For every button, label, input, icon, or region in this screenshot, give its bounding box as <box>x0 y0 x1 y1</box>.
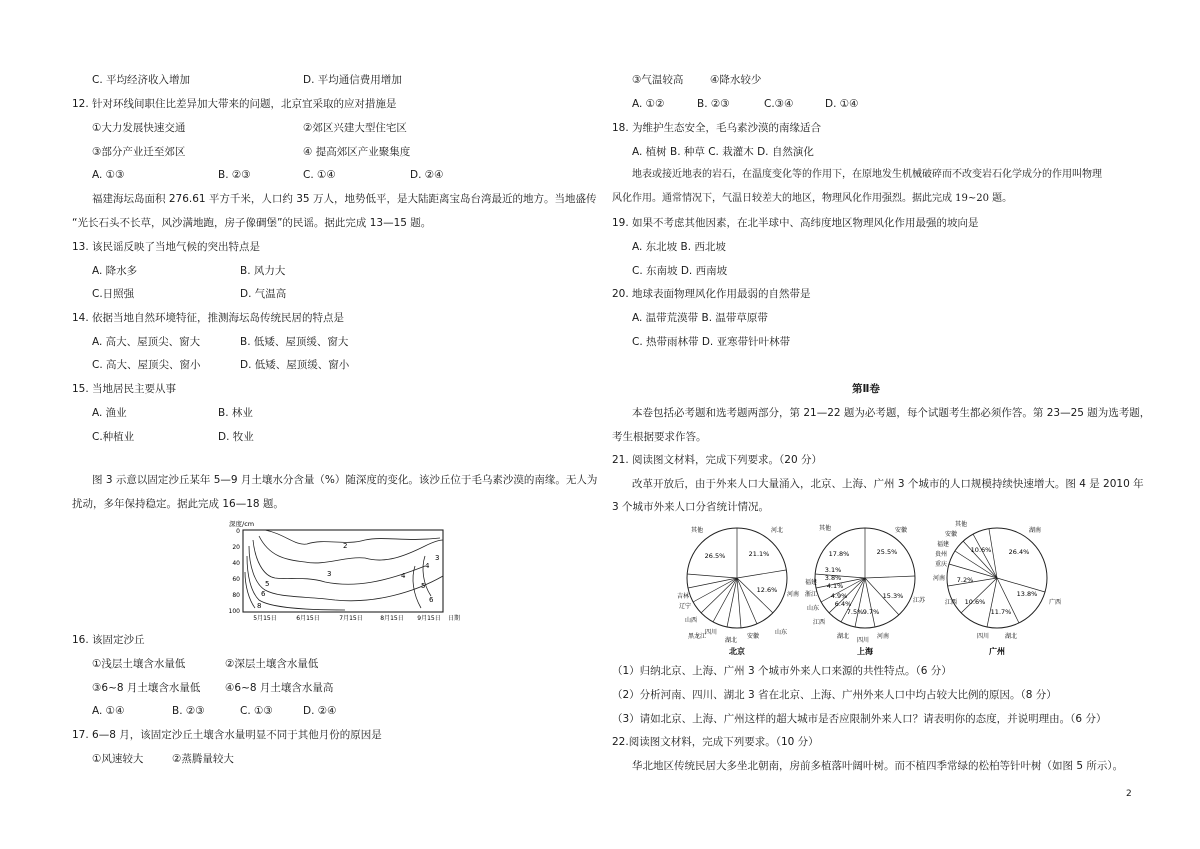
svg-text:2: 2 <box>343 542 348 550</box>
svg-text:21.1%: 21.1% <box>748 550 770 558</box>
svg-text:7.2%: 7.2% <box>956 576 974 584</box>
q17-item-2: ②蒸腾量较大 <box>172 753 234 765</box>
q14-option-a: A. 高大、屋顶尖、窗大 <box>92 336 201 348</box>
svg-text:河南: 河南 <box>876 633 890 640</box>
q12-option-a: A. ①③ <box>92 169 125 181</box>
q15-stem: 15. 当地居民主要从事 <box>72 383 177 395</box>
q12-item-4: ④ 提高郊区产业聚集度 <box>303 146 411 158</box>
svg-text:3: 3 <box>435 554 440 562</box>
svg-text:湖南: 湖南 <box>1028 527 1042 534</box>
pie-shanghai <box>805 524 926 644</box>
svg-text:重庆: 重庆 <box>934 561 948 568</box>
q13-option-a: A. 降水多 <box>92 265 138 277</box>
pie-beijing <box>677 526 799 644</box>
q12-item-2: ②郊区兴建大型住宅区 <box>303 122 407 134</box>
q16-item-2: ②深层土壤含水量低 <box>225 658 319 670</box>
pie-guangzhou-title: 广州 <box>989 647 1005 656</box>
figure-4-pie-charts <box>675 516 1065 660</box>
svg-text:四川: 四川 <box>976 633 990 640</box>
svg-text:山西: 山西 <box>684 617 698 624</box>
svg-text:26.4%: 26.4% <box>1008 548 1030 556</box>
q17-item-4: ④降水较少 <box>710 74 762 86</box>
q13-stem: 13. 该民谣反映了当地气候的突出特点是 <box>72 241 261 253</box>
svg-text:四川: 四川 <box>856 637 870 644</box>
passage-weathering-1: 地表或接近地表的岩石，在温度变化等的作用下，在原地发生机械破碎而不改变岩石化学成分的作用叫物理 <box>632 169 1102 180</box>
svg-text:0: 0 <box>236 528 240 535</box>
q12-item-3: ③部分产业迁至郊区 <box>92 146 186 158</box>
svg-text:福建: 福建 <box>936 541 950 548</box>
svg-text:河北: 河北 <box>770 527 784 534</box>
q11-option-c: C. 平均经济收入增加 <box>92 74 191 86</box>
q18-options: A. 植树 B. 种草 C. 栽灌木 D. 自然演化 <box>632 146 814 158</box>
svg-text:5: 5 <box>421 582 426 590</box>
svg-text:浙江: 浙江 <box>804 591 818 598</box>
passage-houses: 华北地区传统民居大多坐北朝南，房前多植落叶阔叶树。而不植四季常绿的松柏等针叶树（如图 5 所示）。 <box>632 760 1124 772</box>
pie-shanghai-title: 上海 <box>857 647 873 656</box>
q12-option-b: B. ②③ <box>218 169 251 181</box>
svg-text:湖北: 湖北 <box>1004 633 1018 640</box>
q17-stem: 17. 6—8 月，该固定沙丘土壤含水量明显不同于其他月份的原因是 <box>72 729 382 741</box>
svg-text:9.7%: 9.7% <box>862 608 880 616</box>
svg-text:12.6%: 12.6% <box>756 586 778 594</box>
q12-stem: 12. 针对环线间职住比差异加大带来的问题，北京宜采取的应对措施是 <box>72 98 397 110</box>
pie-beijing-title: 北京 <box>729 647 745 656</box>
svg-text:福建: 福建 <box>804 579 818 586</box>
svg-text:其他: 其他 <box>818 525 832 532</box>
q14-option-c: C. 高大、屋顶尖、窗小 <box>92 359 201 371</box>
q15-option-d: D. 牧业 <box>218 431 254 443</box>
svg-text:吉林: 吉林 <box>676 593 690 600</box>
svg-text:河南: 河南 <box>932 575 946 582</box>
fig3-ylabel: 深度/cm <box>229 520 255 528</box>
svg-text:7月15日: 7月15日 <box>339 615 363 622</box>
svg-text:安徽: 安徽 <box>894 527 908 534</box>
section-2-intro-2: 考生根据要求作答。 <box>612 431 707 443</box>
svg-text:河南: 河南 <box>786 591 800 598</box>
section-2-intro-1: 本卷包括必考题和选考题两部分，第 21—22 题为必考题，每个试题考生都必须作答。第 23—25 题为选考题， <box>632 407 1151 419</box>
svg-text:9月15日: 9月15日 <box>417 615 441 622</box>
q21-stem: 21. 阅读图文材料，完成下列要求。（20 分） <box>612 454 822 466</box>
svg-text:6: 6 <box>261 590 266 598</box>
svg-text:25.5%: 25.5% <box>876 548 898 556</box>
svg-text:17.8%: 17.8% <box>828 550 850 558</box>
q19-options-cd: C. 东南坡 D. 西南坡 <box>632 265 728 277</box>
svg-text:5月15日: 5月15日 <box>253 615 277 622</box>
q16-option-b: B. ②③ <box>172 705 205 717</box>
svg-text:日期: 日期 <box>447 615 461 622</box>
svg-text:其他: 其他 <box>954 521 968 528</box>
pie-guangzhou <box>933 520 1061 640</box>
section-2-title: 第Ⅱ卷 <box>852 383 880 395</box>
q16-stem: 16. 该固定沙丘 <box>72 634 145 646</box>
q12-item-1: ①大力发展快速交通 <box>92 122 186 134</box>
svg-text:11.7%: 11.7% <box>990 608 1012 616</box>
svg-text:100: 100 <box>228 608 240 615</box>
q15-option-b: B. 林业 <box>218 407 253 419</box>
q22-stem: 22.阅读图文材料，完成下列要求。（10 分） <box>612 736 819 748</box>
q16-item-1: ①浅层土壤含水量低 <box>92 658 186 670</box>
figure-3-soil-moisture <box>225 516 465 628</box>
q16-option-d: D. ②④ <box>303 705 337 717</box>
q17-option-c: C.③④ <box>764 98 794 110</box>
q20-options-cd: C. 热带雨林带 D. 亚寒带针叶林带 <box>632 336 791 348</box>
q17-item-3: ③气温较高 <box>632 74 684 86</box>
svg-text:4.9%: 4.9% <box>830 592 848 600</box>
svg-text:四川: 四川 <box>704 629 718 636</box>
q14-option-d: D. 低矮、屋顶缓、窗小 <box>240 359 350 371</box>
svg-text:其他: 其他 <box>690 527 704 534</box>
svg-text:广西: 广西 <box>1048 599 1062 606</box>
q21-part-3: （3）请如北京、上海、广州这样的超大城市是否应限制外来人口？请表明你的态度，并说明理由。（6 分） <box>612 713 1107 725</box>
svg-text:13.8%: 13.8% <box>1016 590 1038 598</box>
q17-item-1: ①风速较大 <box>92 753 144 765</box>
svg-text:湖北: 湖北 <box>836 633 850 640</box>
svg-text:8: 8 <box>257 602 262 610</box>
q15-option-c: C.种植业 <box>92 431 135 443</box>
svg-text:安徽: 安徽 <box>944 531 958 538</box>
q12-option-c: C. ①④ <box>303 169 336 181</box>
q20-options-ab: A. 温带荒漠带 B. 温带草原带 <box>632 312 768 324</box>
q18-stem: 18. 为维护生态安全，毛乌素沙漠的南缘适合 <box>612 122 822 134</box>
svg-text:6: 6 <box>429 596 434 604</box>
svg-text:江西: 江西 <box>944 599 958 606</box>
svg-text:10.6%: 10.6% <box>970 546 992 554</box>
svg-text:40: 40 <box>232 560 240 567</box>
svg-text:6.4%: 6.4% <box>834 600 852 608</box>
q16-option-c: C. ①③ <box>240 705 273 717</box>
q19-options-ab: A. 东北坡 B. 西北坡 <box>632 241 726 253</box>
q15-option-a: A. 渔业 <box>92 407 127 419</box>
q13-option-c: C.日照强 <box>92 288 135 300</box>
svg-text:7.5%: 7.5% <box>846 608 864 616</box>
svg-text:江苏: 江苏 <box>912 597 926 604</box>
q14-stem: 14. 依据当地自然环境特征，推测海坛岛传统民居的特点是 <box>72 312 345 324</box>
svg-text:4: 4 <box>401 572 406 580</box>
q12-option-d: D. ②④ <box>410 169 444 181</box>
q13-option-b: B. 风力大 <box>240 265 286 277</box>
svg-text:20: 20 <box>232 544 240 551</box>
svg-text:15.3%: 15.3% <box>882 592 904 600</box>
svg-text:黑龙江: 黑龙江 <box>687 633 707 640</box>
svg-text:4: 4 <box>425 562 430 570</box>
svg-text:贵州: 贵州 <box>934 551 948 558</box>
passage-migration-1: 改革开放后，由于外来人口大量涌入，北京、上海、广州 3 个城市的人口规模持续快速增大。图 4 是 2010 年 <box>632 478 1144 490</box>
svg-text:4.1%: 4.1% <box>826 582 844 590</box>
q17-option-d: D. ①④ <box>825 98 859 110</box>
passage-dune-1: 图 3 示意以固定沙丘某年 5—9 月土壤水分含量（%）随深度的变化。该沙丘位于毛乌素沙漠的南缘。无人为 <box>92 474 598 486</box>
svg-text:10.6%: 10.6% <box>964 598 986 606</box>
svg-text:湖北: 湖北 <box>724 637 738 644</box>
passage-weathering-2: 风化作用。通常情况下，气温日较差大的地区，物理风化作用强烈。据此完成 19~20 题。 <box>612 193 1013 204</box>
q14-option-b: B. 低矮、屋顶缓、窗大 <box>240 336 349 348</box>
q17-option-a: A. ①② <box>632 98 665 110</box>
q17-option-b: B. ②③ <box>697 98 730 110</box>
svg-text:5: 5 <box>265 580 270 588</box>
svg-text:3.8%: 3.8% <box>824 574 842 582</box>
passage-dune-2: 扰动，多年保持稳定。据此完成 16—18 题。 <box>72 498 284 510</box>
svg-text:6月15日: 6月15日 <box>296 615 320 622</box>
q16-option-a: A. ①④ <box>92 705 125 717</box>
passage-haitan-2: “光长石头不长草，风沙满地跑，房子像碉堡”的民谣。据此完成 13—15 题。 <box>72 217 432 229</box>
q20-stem: 20. 地球表面物理风化作用最弱的自然带是 <box>612 288 811 300</box>
q21-part-1: （1）归纳北京、上海、广州 3 个城市外来人口来源的共性特点。（6 分） <box>612 665 952 677</box>
svg-text:3: 3 <box>327 570 332 578</box>
svg-text:山东: 山东 <box>774 629 788 636</box>
svg-text:26.5%: 26.5% <box>704 552 726 560</box>
svg-text:山东: 山东 <box>806 605 820 612</box>
passage-haitan-1: 福建海坛岛面积 276.61 平方千米，人口约 35 万人，地势低平，是大陆距离宝岛台湾最近的地方。当地盛传 <box>92 193 597 205</box>
q16-item-4: ④6~8 月土壤含水量高 <box>225 682 334 694</box>
svg-text:安徽: 安徽 <box>746 633 760 640</box>
q13-option-d: D. 气温高 <box>240 288 287 300</box>
svg-text:60: 60 <box>232 576 240 583</box>
svg-text:8月15日: 8月15日 <box>380 615 404 622</box>
q11-option-d: D. 平均通信费用增加 <box>303 74 402 86</box>
q16-item-3: ③6~8 月土壤含水量低 <box>92 682 201 694</box>
svg-text:80: 80 <box>232 592 240 599</box>
q21-part-2: （2）分析河南、四川、湖北 3 省在北京、上海、广州外来人口中均占较大比例的原因。（8 分） <box>612 689 1057 701</box>
svg-text:江西: 江西 <box>812 619 826 626</box>
q19-stem: 19. 如果不考虑其他因素，在北半球中、高纬度地区物理风化作用最强的坡向是 <box>612 217 979 229</box>
page-number: 2 <box>1126 789 1132 799</box>
svg-text:辽宁: 辽宁 <box>678 603 692 610</box>
passage-migration-2: 3 个城市外来人口分省统计情况。 <box>612 501 770 513</box>
svg-text:3.1%: 3.1% <box>824 566 842 574</box>
